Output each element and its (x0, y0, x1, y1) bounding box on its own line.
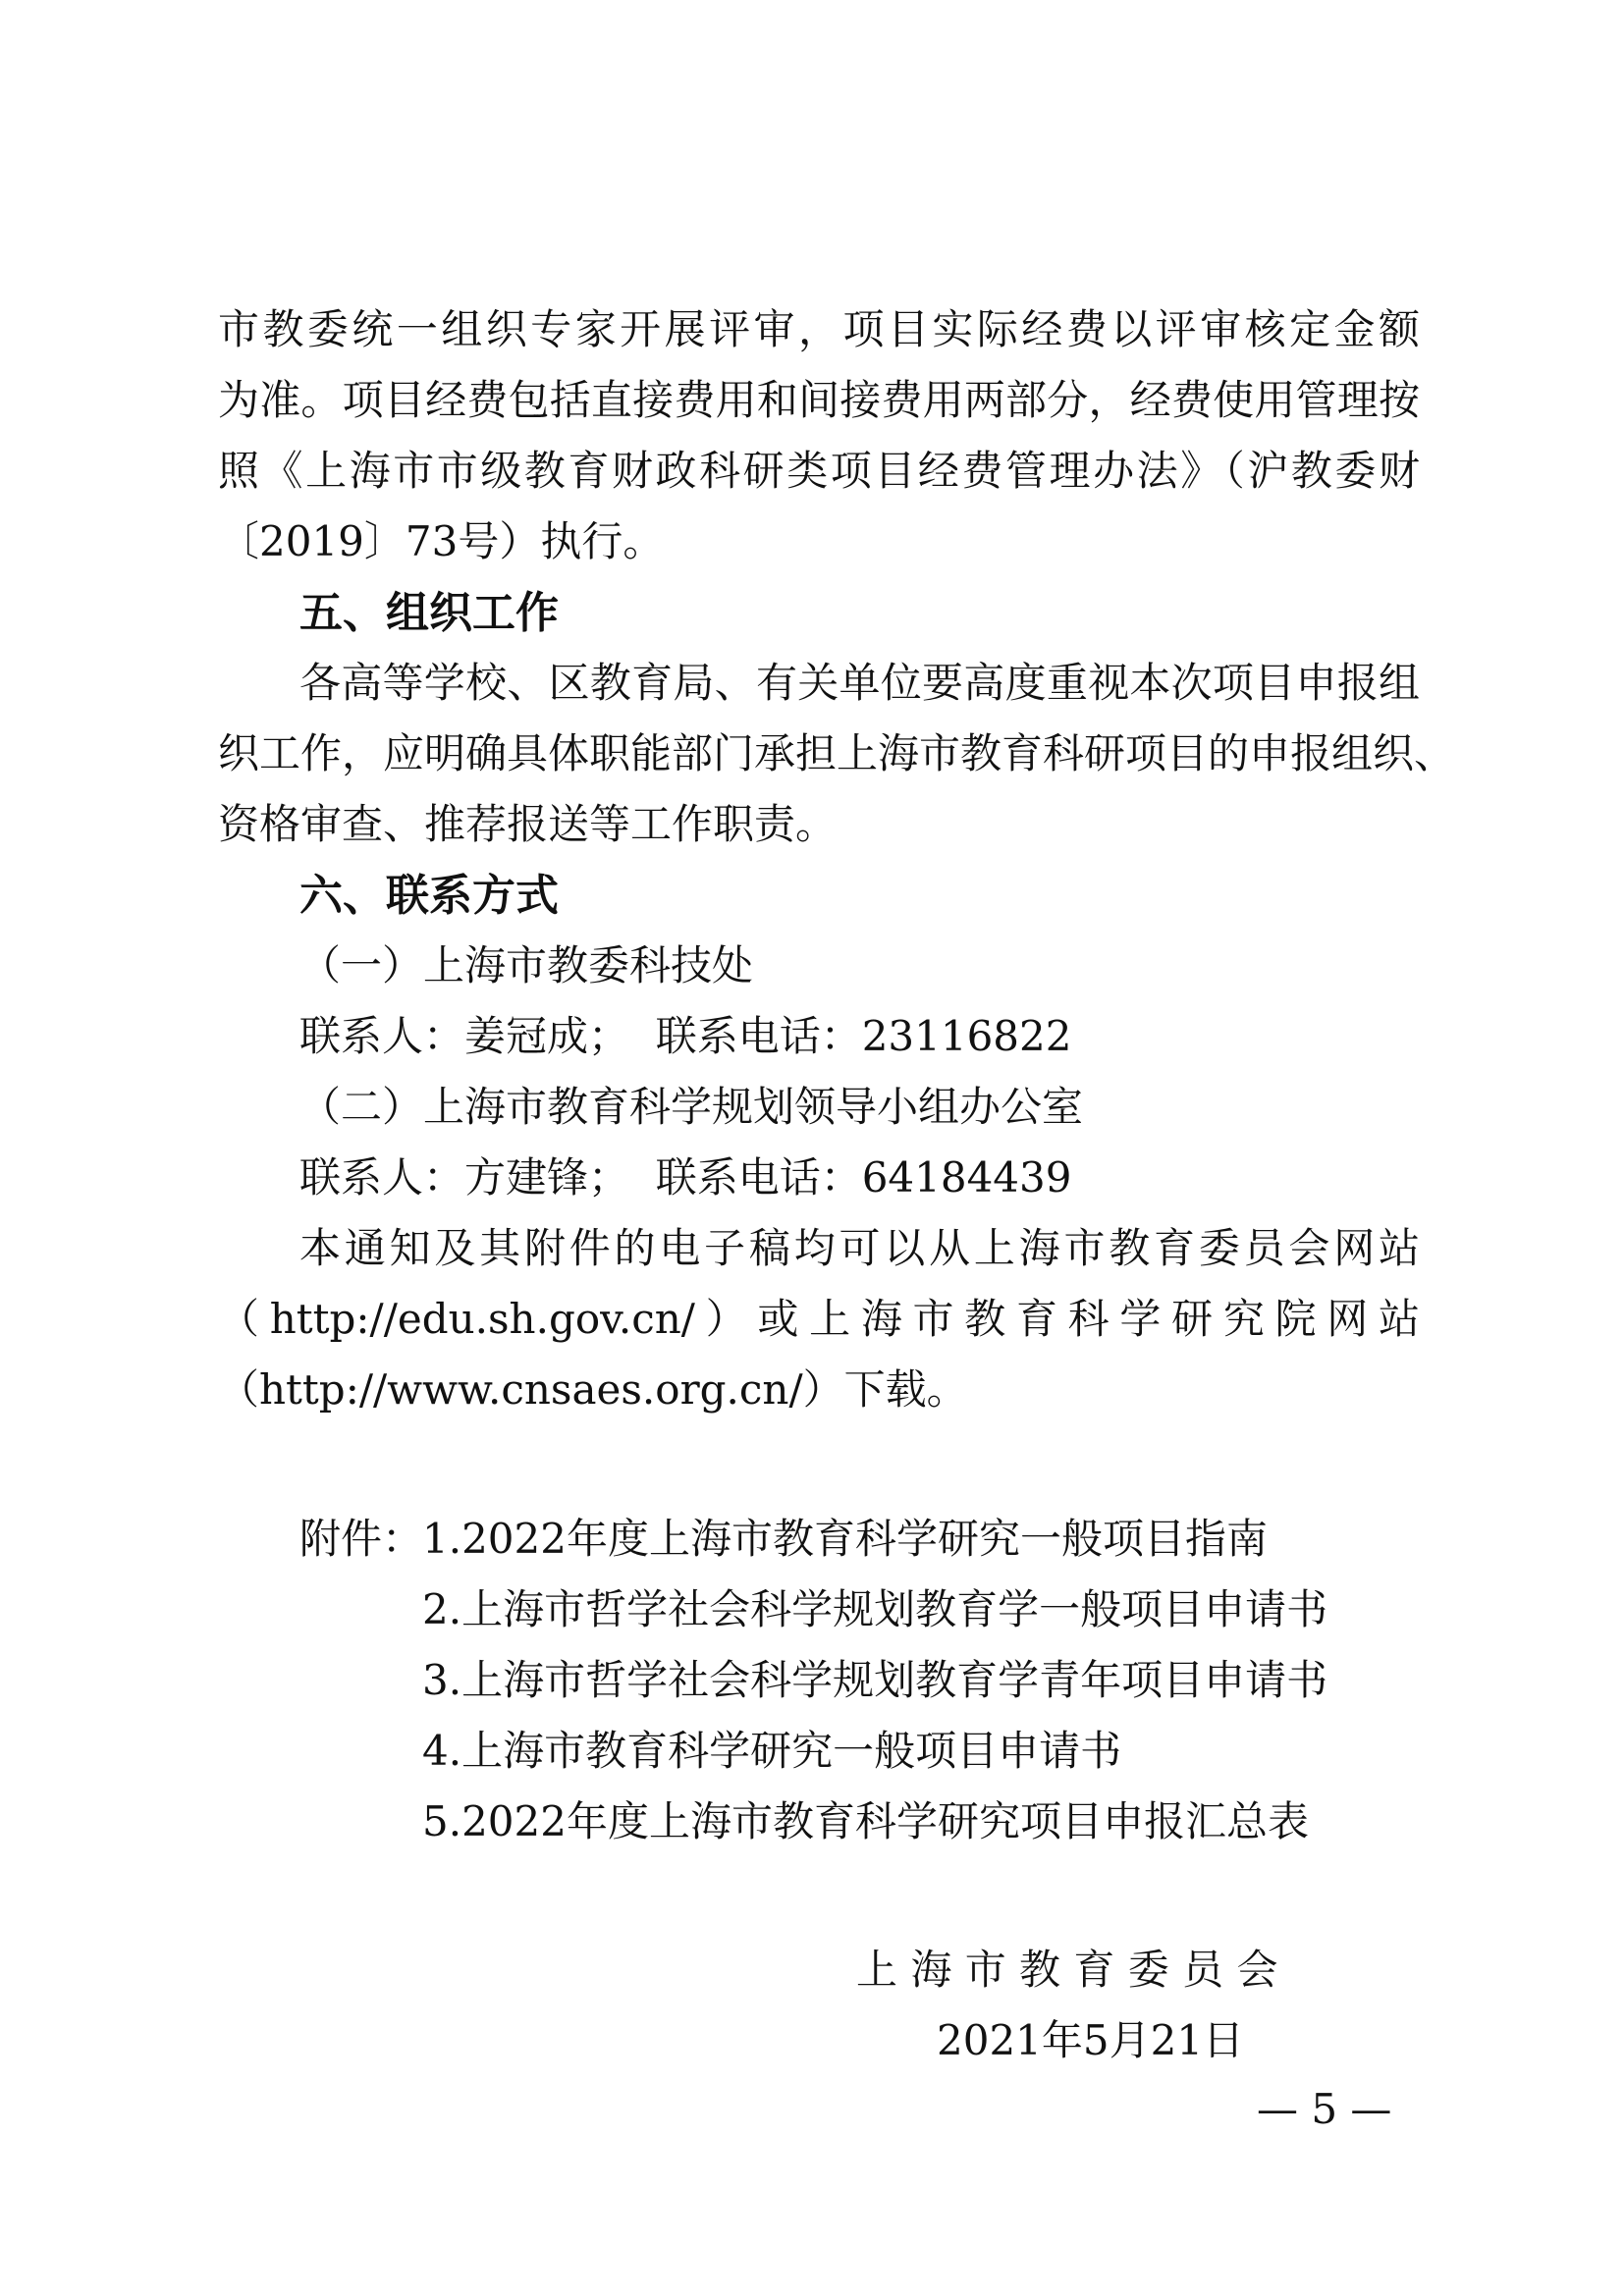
attachment-item-3: 3.上海市哲学社会科学规划教育学青年项目申请书 (422, 1656, 1328, 1704)
contact1-person: 联系人：姜冠成； 联系电话：23116822 (299, 1012, 1072, 1060)
attachment-item-5: 5.2022年度上海市教育科学研究项目申报汇总表 (422, 1797, 1309, 1845)
funding-line-4: 〔2019〕73号）执行。 (218, 517, 665, 565)
funding-line-1: 市教委统一组织专家开展评审，项目实际经费以评审核定金额 (218, 305, 1420, 353)
signature-date: 2021年5月21日 (937, 2016, 1245, 2064)
section5-line-3: 资格审查、推荐报送等工作职责。 (218, 800, 838, 848)
contact2-person: 联系人：方建锋； 联系电话：64184439 (299, 1153, 1072, 1201)
contact2-title: （二）上海市教育科学规划领导小组办公室 (299, 1083, 1084, 1131)
funding-line-3: 照《上海市市级教育财政科研类项目经费管理办法》（沪教委财 (218, 447, 1420, 495)
contact1-title: （一）上海市教委科技处 (299, 941, 754, 989)
attachment-item-1: 1.2022年度上海市教育科学研究一般项目指南 (422, 1515, 1268, 1563)
download-line-1: 本通知及其附件的电子稿均可以从上海市教育委员会网站 (299, 1224, 1420, 1272)
attachments-label: 附件： (299, 1515, 424, 1563)
section5-line-1: 各高等学校、区教育局、有关单位要高度重视本次项目申报组 (299, 659, 1420, 707)
section5-line-2: 织工作，应明确具体职能部门承担上海市教育科研项目的申报组织、 (218, 729, 1456, 777)
page-number: — 5 — (1257, 2085, 1392, 2133)
attachment-item-2: 2.上海市哲学社会科学规划教育学一般项目申请书 (422, 1585, 1328, 1633)
section6-heading: 六、联系方式 (299, 871, 559, 921)
attachment-item-4: 4.上海市教育科学研究一般项目申请书 (422, 1727, 1122, 1775)
section5-heading: 五、组织工作 (299, 588, 559, 638)
download-line-2: （http://edu.sh.gov.cn/）或上海市教育科学研究院网站 (218, 1295, 1420, 1343)
download-line-3: （http://www.cnsaes.org.cn/）下载。 (218, 1365, 968, 1414)
signature-org: 上 海 市 教 育 委 员 会 (856, 1946, 1278, 1994)
funding-line-2: 为准。项目经费包括直接费用和间接费用两部分，经费使用管理按 (218, 376, 1420, 424)
